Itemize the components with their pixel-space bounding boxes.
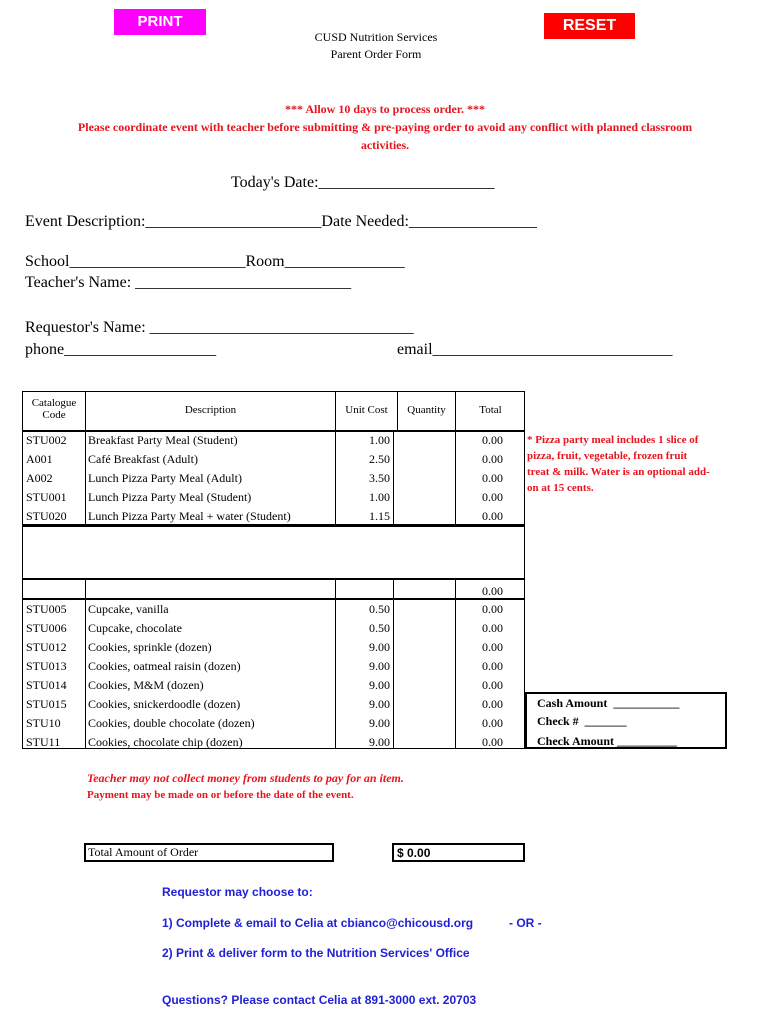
quantity-input[interactable] [395,714,453,732]
row-total: 0.00 [482,509,503,523]
phone-field[interactable]: phone___________________ [25,341,217,358]
catalogue-code: STU005 [26,602,67,616]
row-total: 0.00 [482,640,503,654]
unit-cost: 9.00 [369,697,390,711]
row-total: 0.00 [482,621,503,635]
quantity-input[interactable] [395,619,453,637]
quantity-input[interactable] [395,638,453,656]
catalogue-code: STU10 [26,716,61,730]
form-title: Parent Order Form [330,47,422,61]
blank-section [22,526,525,579]
row-total: 0.00 [482,678,503,692]
catalogue-code: STU006 [26,621,67,635]
requestor-name-field[interactable]: Requestor's Name: _________________________________ [25,319,414,336]
unit-cost: 3.50 [369,471,390,485]
org-title: CUSD Nutrition Services [314,30,438,44]
row-total: 0.00 [482,490,503,504]
coordinate-notice-cont: activities. [360,138,410,152]
item-description: Cookies, sprinkle (dozen) [88,640,212,654]
header-quantity: Quantity [407,404,446,416]
catalogue-code: A001 [26,452,53,466]
print-button[interactable]: PRINT [114,9,206,35]
blank-row-total: 0.00 [482,584,503,598]
item-description: Café Breakfast (Adult) [88,452,198,466]
header-code: Catalogue Code [31,397,77,421]
catalogue-code: STU015 [26,697,67,711]
reset-button[interactable]: RESET [544,13,635,39]
check-number-field[interactable]: Check # _______ [537,714,627,728]
unit-cost: 9.00 [369,640,390,654]
catalogue-code: STU012 [26,640,67,654]
email-option: 1) Complete & email to Celia at cbianco@chicousd.org [162,916,474,930]
catalogue-code: STU11 [26,735,61,749]
header-total: Total [479,404,502,416]
item-description: Breakfast Party Meal (Student) [88,433,238,447]
catalogue-code: STU020 [26,509,67,523]
row-total: 0.00 [482,602,503,616]
teacher-note: Teacher may not collect money from students to pay for an item. [87,771,404,785]
quantity-input[interactable] [395,469,453,487]
unit-cost: 1.00 [369,433,390,447]
unit-cost: 9.00 [369,735,390,749]
quantity-input[interactable] [395,600,453,618]
quantity-input[interactable] [395,450,453,468]
event-description-field[interactable]: Event Description:______________________Date Needed:________________ [25,213,537,230]
coordinate-notice: Please coordinate event with teacher before submitting & pre-paying order to avoid any conflict with planned classroom [77,120,693,134]
item-description: Cupcake, vanilla [88,602,169,616]
item-description: Cookies, snickerdoodle (dozen) [88,697,241,711]
unit-cost: 1.15 [369,509,390,523]
item-description: Lunch Pizza Party Meal (Student) [88,490,252,504]
processing-notice: *** Allow 10 days to process order. *** [284,102,485,116]
quantity-input[interactable] [395,733,453,751]
item-description: Cookies, chocolate chip (dozen) [88,735,243,749]
pizza-note-line: * Pizza party meal includes 1 slice of [527,434,699,446]
item-description: Cookies, oatmeal raisin (dozen) [88,659,241,673]
unit-cost: 9.00 [369,716,390,730]
item-description: Lunch Pizza Party Meal + water (Student) [88,509,291,523]
row-total: 0.00 [482,716,503,730]
catalogue-code: STU001 [26,490,67,504]
item-description: Lunch Pizza Party Meal (Adult) [88,471,242,485]
catalogue-code: A002 [26,471,53,485]
quantity-input[interactable] [395,431,453,449]
unit-cost: 1.00 [369,490,390,504]
header-unit-cost: Unit Cost [345,404,388,416]
cash-amount-field[interactable]: Cash Amount ___________ [537,696,680,710]
row-total: 0.00 [482,659,503,673]
blank-row [22,579,525,599]
item-description: Cookies, M&M (dozen) [88,678,204,692]
row-total: 0.00 [482,697,503,711]
pizza-note-line: treat & milk. Water is an optional add- [527,466,710,478]
requestor-options-heading: Requestor may choose to: [162,885,313,899]
unit-cost: 9.00 [369,659,390,673]
school-room-field[interactable]: School______________________Room_______________ [25,253,405,270]
unit-cost: 0.50 [369,602,390,616]
quantity-input[interactable] [395,676,453,694]
pizza-note-line: pizza, fruit, vegetable, frozen fruit [527,450,688,462]
quantity-input[interactable] [395,488,453,506]
check-amount-field[interactable]: Check Amount __________ [537,734,678,748]
row-total: 0.00 [482,471,503,485]
todays-date-field[interactable]: Today's Date:______________________ [231,174,495,191]
unit-cost: 2.50 [369,452,390,466]
total-value: $ 0.00 [397,846,431,860]
row-total: 0.00 [482,433,503,447]
row-total: 0.00 [482,452,503,466]
contact-info: Questions? Please contact Celia at 891-3000 ext. 20703 [162,993,477,1007]
catalogue-code: STU014 [26,678,67,692]
catalogue-code: STU013 [26,659,67,673]
row-total: 0.00 [482,735,503,749]
total-label: Total Amount of Order [88,845,199,859]
header-description: Description [184,404,237,416]
catalogue-code: STU002 [26,433,67,447]
item-description: Cupcake, chocolate [88,621,182,635]
email-field[interactable]: email______________________________ [397,341,673,358]
quantity-input[interactable] [395,695,453,713]
pizza-note [527,432,710,496]
quantity-input[interactable] [395,507,453,525]
teacher-name-field[interactable]: Teacher's Name: ___________________________ [25,274,352,291]
unit-cost: 0.50 [369,621,390,635]
deliver-option: 2) Print & deliver form to the Nutrition Services' Office [162,946,470,960]
pizza-note-line: on at 15 cents. [527,482,594,494]
quantity-input[interactable] [395,657,453,675]
or-separator: - OR - [509,916,542,930]
item-description: Cookies, double chocolate (dozen) [88,716,255,730]
unit-cost: 9.00 [369,678,390,692]
payment-date-note: Payment may be made on or before the date of the event. [87,789,354,801]
